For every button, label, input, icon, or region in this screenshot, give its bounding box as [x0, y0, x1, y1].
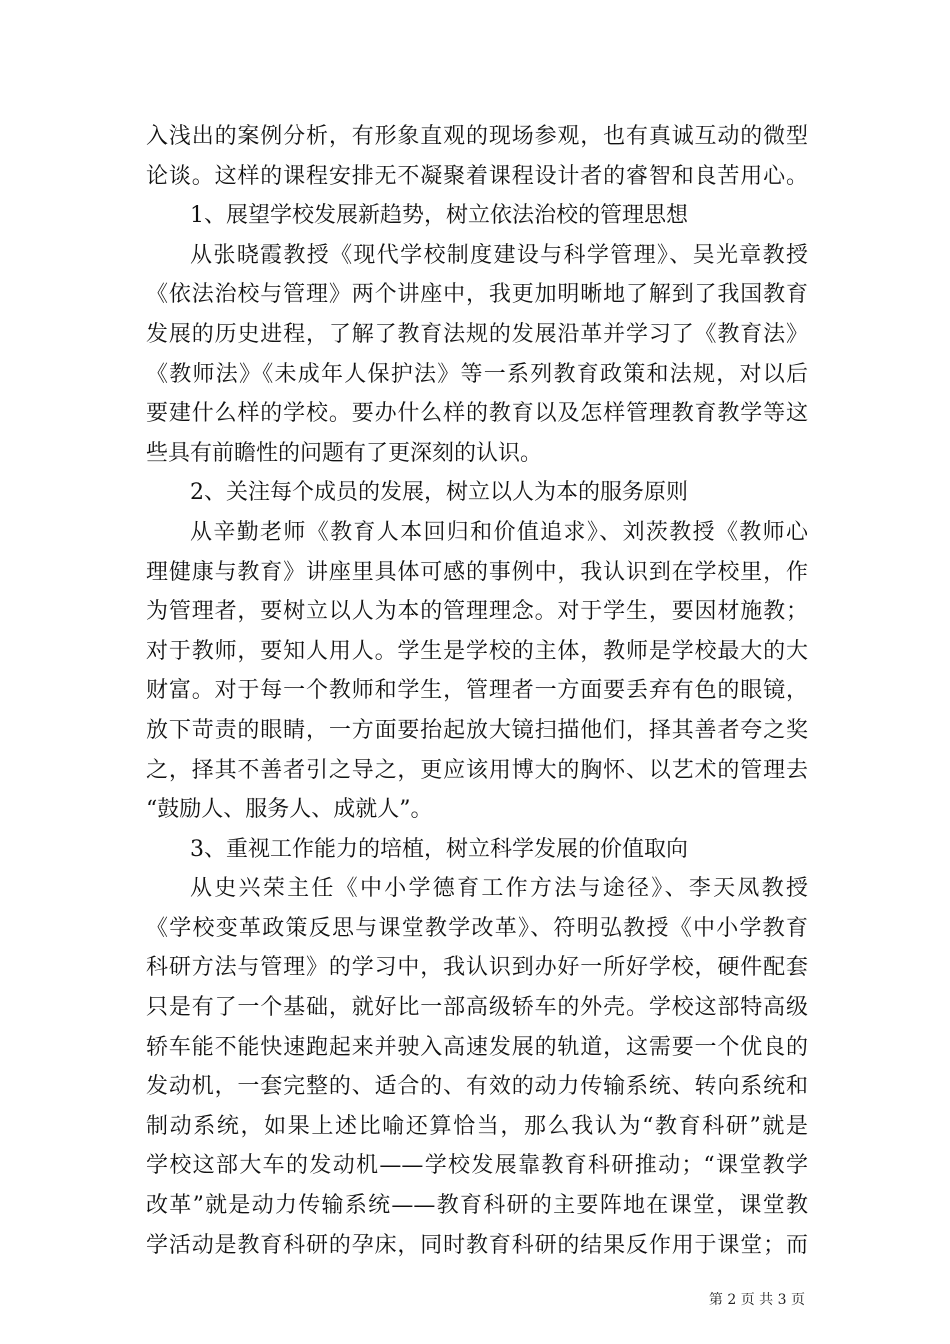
paragraph-line: 要建什么样的学校。要办什么样的教育以及怎样管理教育教学等这: [146, 401, 808, 427]
paragraph-line: 制动系统，如果上述比喻还算恰当，那么我认为“教育科研”就是: [146, 1113, 808, 1139]
paragraph-line: 发动机，一套完整的、适合的、有效的动力传输系统、转向系统和: [146, 1074, 808, 1100]
section-heading: 2、关注每个成员的发展，树立以人为本的服务原则: [190, 480, 688, 506]
section-heading: 3、重视工作能力的培植，树立科学发展的价值取向: [190, 836, 688, 862]
paragraph-line: “鼓励人、服务人、成就人”。: [146, 797, 433, 823]
paragraph-line: 发展的历史进程，了解了教育法规的发展沿革并学习了《教育法》: [146, 321, 808, 347]
paragraph-line: 学活动是教育科研的孕床，同时教育科研的结果反作用于课堂；而: [146, 1232, 808, 1258]
document-body: [146, 117, 808, 1265]
paragraph-line: 为管理者，要树立以人为本的管理理念。对于学生，要因材施教；: [146, 599, 808, 625]
paragraph-line: 只是有了一个基础，就好比一部高级轿车的外壳。学校这部特高级: [146, 995, 808, 1021]
paragraph-line: 对于教师，要知人用人。学生是学校的主体，教师是学校最大的大: [146, 638, 808, 664]
section-heading: 1、展望学校发展新趋势，树立依法治校的管理思想: [190, 203, 688, 229]
paragraph-line: 改革”就是动力传输系统——教育科研的主要阵地在课堂，课堂教: [146, 1193, 808, 1219]
paragraph-line: 财富。对于每一个教师和学生，管理者一方面要丢弃有色的眼镜，: [146, 678, 808, 704]
paragraph-line: 科研方法与管理》的学习中，我认识到办好一所好学校，硬件配套: [146, 955, 808, 981]
paragraph-line: 理健康与教育》讲座里具体可感的事例中，我认识到在学校里，作: [146, 559, 808, 585]
paragraph-line: 《依法治校与管理》两个讲座中，我更加明晰地了解到了我国教育: [146, 282, 808, 308]
paragraph-line: 《学校变革政策反思与课堂教学改革》、符明弘教授《中小学教育: [146, 915, 808, 941]
paragraph-line: 放下苛责的眼睛，一方面要抬起放大镜扫描他们，择其善者夸之奖: [146, 717, 808, 743]
paragraph-line: 轿车能不能快速跑起来并驶入高速发展的轨道，这需要一个优良的: [146, 1034, 808, 1060]
paragraph-line: 《教师法》《未成年人保护法》等一系列教育政策和法规，对以后: [146, 361, 808, 387]
paragraph-line: 从史兴荣主任《中小学德育工作方法与途径》、李天凤教授: [190, 876, 808, 902]
paragraph-line: 从辛勤老师《教育人本回归和价值追求》、刘茨教授《教师心: [190, 519, 808, 545]
paragraph-line: 入浅出的案例分析，有形象直观的现场参观，也有真诚互动的微型: [146, 124, 808, 149]
page-number: 第 2 页 共 3 页: [708, 1292, 805, 1308]
paragraph-line: 学校这部大车的发动机——学校发展靠教育科研推动；“课堂教学: [146, 1153, 808, 1179]
paragraph-line: 从张晓霞教授《现代学校制度建设与科学管理》、吴光章教授: [190, 242, 808, 268]
paragraph-line: 些具有前瞻性的问题有了更深刻的认识。: [146, 440, 543, 466]
paragraph-line: 之，择其不善者引之导之，更应该用博大的胸怀、以艺术的管理去: [146, 757, 808, 783]
paragraph-line: 论谈。这样的课程安排无不凝聚着课程设计者的睿智和良苦用心。: [146, 163, 808, 189]
